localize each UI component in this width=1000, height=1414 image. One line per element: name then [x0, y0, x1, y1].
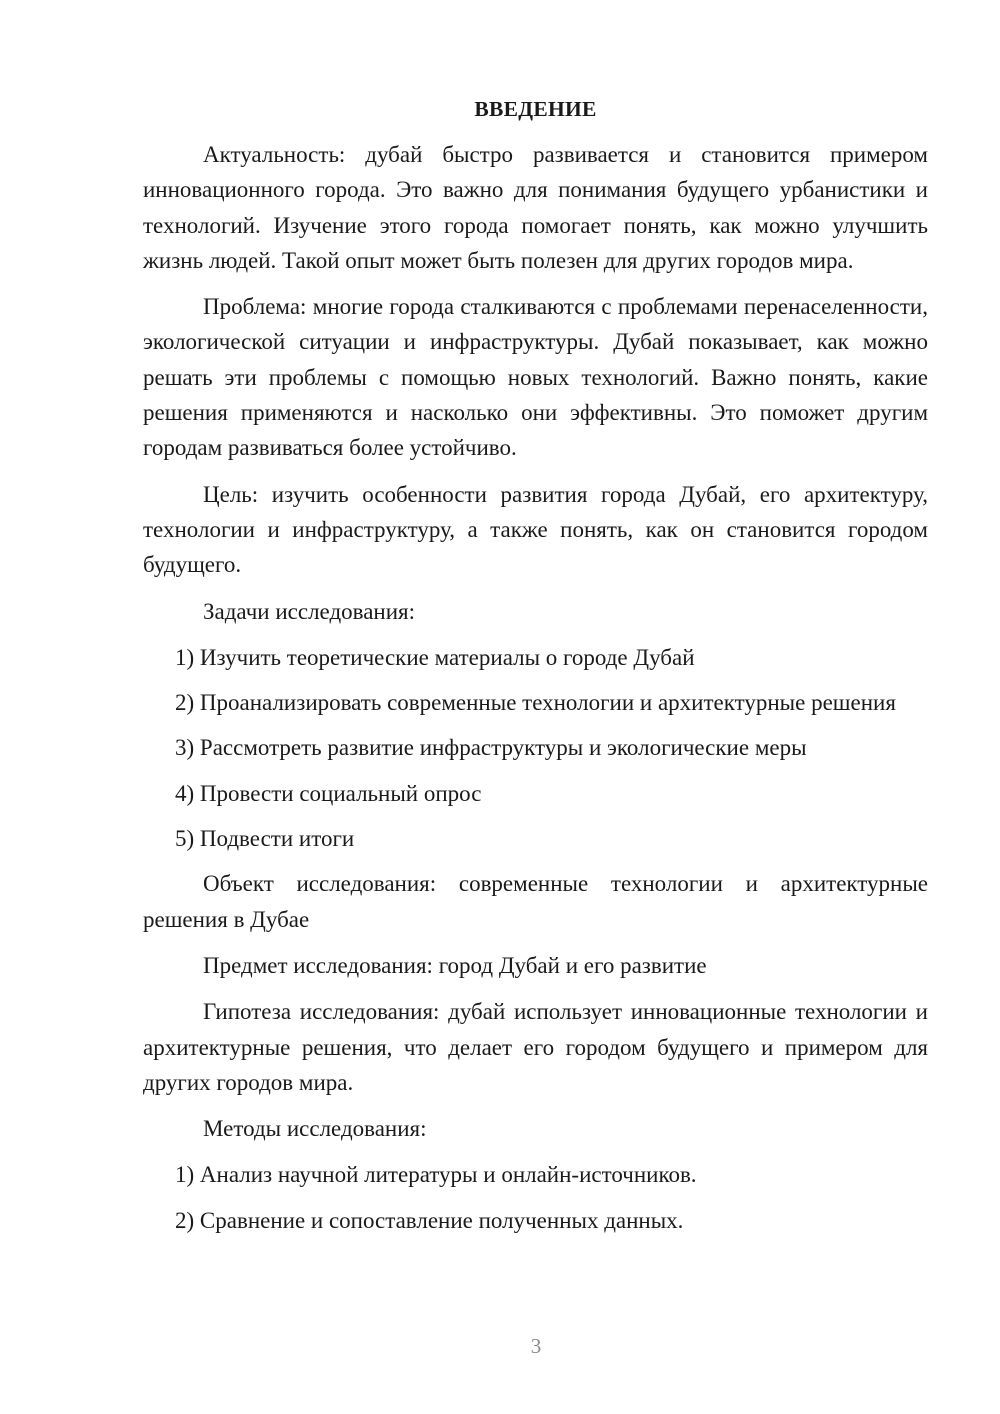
- page-body: [143, 92, 928, 1248]
- list-item: 4) Провести социальный опрос: [175, 780, 482, 806]
- paragraph-hypothesis: Гипотеза исследования: дубай использует инновационные технологии и архитектурные решения, что делает его городом будущего и примером для других городов мира.: [143, 999, 928, 1095]
- list-item: 1) Изучить теоретические материалы о городе Дубай: [175, 644, 695, 670]
- paragraph-methods-heading: Методы исследования:: [203, 1116, 427, 1142]
- paragraph-object: Объект исследования: современные технологии и архитектурные решения в Дубае: [143, 871, 928, 932]
- list-item: 5) Подвести итоги: [175, 826, 355, 852]
- list-item: 1) Анализ научной литературы и онлайн-источников.: [175, 1162, 697, 1188]
- list-item: 2) Сравнение и сопоставление полученных данных.: [175, 1207, 684, 1233]
- list-item: 3) Рассмотреть развитие инфраструктуры и экологические меры: [175, 735, 807, 761]
- page-number: 3: [530, 1334, 542, 1358]
- paragraph-problem: Проблема: многие города сталкиваются с проблемами перенаселенности, экологической ситуации и инфраструктуры. Дубай показывает, как можно решать эти проблемы с помощью новых технологий. Важно понять, какие решения применяются и насколько они эффективны. Это поможет другим городам развиваться более устойчиво.: [143, 294, 928, 461]
- paragraph-relevance: Актуальность: дубай быстро развивается и становится примером инновационного города. Это важно для понимания будущего урбанистики и технологий. Изучение этого города помогает понять, как можно улучшить жизнь людей. Такой опыт может быть полезен для других городов мира.: [143, 142, 928, 273]
- paragraph-goal: Цель: изучить особенности развития города Дубай, его архитектуру, технологии и инфраструктуру, а также понять, как он становится городом будущего.: [143, 481, 928, 578]
- paragraph-tasks-heading: Задачи исследования:: [203, 598, 416, 624]
- paragraph-subject: Предмет исследования: город Дубай и его развитие: [203, 952, 707, 978]
- list-item: 2) Проанализировать современные технологии и архитектурные решения: [175, 690, 896, 716]
- section-title: ВВЕДЕНИЕ: [474, 97, 597, 121]
